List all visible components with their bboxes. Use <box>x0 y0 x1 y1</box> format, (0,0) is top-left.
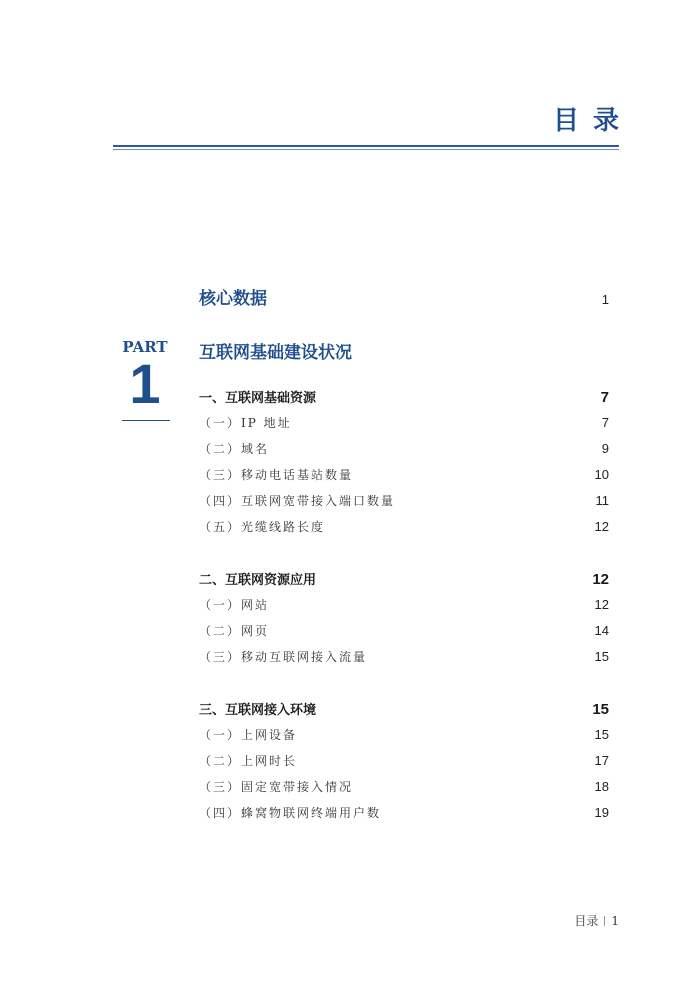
toc-item[interactable] <box>199 440 609 457</box>
toc-item[interactable] <box>199 492 609 509</box>
toc-item-page: 12 <box>594 519 609 534</box>
toc-item-title: （一）网站 <box>199 598 270 612</box>
toc-item-page: 19 <box>594 805 609 820</box>
toc-item-page: 7 <box>601 415 609 430</box>
part-rule <box>122 420 170 421</box>
toc-section-title: 二、互联网资源应用 <box>199 573 317 588</box>
toc-item[interactable] <box>199 518 609 535</box>
toc-section[interactable] <box>199 699 609 718</box>
toc-item-title: （二）域名 <box>199 442 270 456</box>
toc-item-title: （一）IP 地址 <box>199 416 292 430</box>
toc-item[interactable] <box>199 648 609 665</box>
toc-item-title: （三）固定宽带接入情况 <box>199 780 354 794</box>
toc-item-page: 15 <box>594 727 609 742</box>
toc-item-page: 10 <box>594 467 609 482</box>
toc-item-page: 14 <box>594 623 609 638</box>
toc-section-title: 三、互联网接入环境 <box>199 703 317 718</box>
toc-item-page: 12 <box>594 597 609 612</box>
toc-item[interactable] <box>199 466 609 483</box>
toc-item-page: 11 <box>595 493 609 508</box>
footer-page-number: 1 <box>611 913 619 928</box>
page-title: 目录 <box>552 106 633 136</box>
toc-section-title: 一、互联网基础资源 <box>199 391 317 406</box>
toc-item[interactable] <box>199 752 609 769</box>
toc-section-page: 12 <box>592 571 609 588</box>
toc-item-page: 15 <box>594 649 609 664</box>
title-rule <box>113 145 619 147</box>
toc-item-title: （三）移动互联网接入流量 <box>199 650 368 664</box>
toc-item[interactable] <box>199 622 609 639</box>
toc-item-title: （三）移动电话基站数量 <box>199 468 354 482</box>
part-label: PART <box>122 338 168 356</box>
toc-item-title: （四）蜂窝物联网终端用户数 <box>199 806 382 820</box>
toc-entry-core[interactable] <box>199 284 609 309</box>
toc-section[interactable] <box>199 387 609 406</box>
toc-item-page: 17 <box>594 753 609 768</box>
toc-item[interactable] <box>199 596 609 613</box>
page-footer <box>574 912 619 929</box>
toc-item-title: （五）光缆线路长度 <box>199 520 326 534</box>
part-title[interactable] <box>199 338 609 363</box>
toc-item[interactable] <box>199 726 609 743</box>
title-rule-thin <box>113 149 619 150</box>
toc-item-title: （四）互联网宽带接入端口数量 <box>199 494 396 508</box>
toc-item-page: 9 <box>601 441 609 456</box>
toc-item-title: （一）上网设备 <box>199 728 298 742</box>
toc-item[interactable] <box>199 804 609 821</box>
part-title-text: 互联网基础建设状况 <box>199 343 352 363</box>
toc-section-page: 7 <box>600 389 609 406</box>
footer-divider <box>604 916 605 926</box>
toc-section[interactable] <box>199 569 609 588</box>
toc-section-page: 15 <box>592 701 609 718</box>
footer-label: 目录 <box>574 914 599 928</box>
part-number: 1 <box>129 352 161 415</box>
toc-item-title: （二）上网时长 <box>199 754 298 768</box>
toc-item[interactable] <box>199 414 609 431</box>
toc-item[interactable] <box>199 778 609 795</box>
toc-item-title: （二）网页 <box>199 624 270 638</box>
toc-item-page: 18 <box>594 779 609 794</box>
toc-entry-page: 1 <box>601 292 609 307</box>
toc-entry-title: 核心数据 <box>199 289 267 309</box>
